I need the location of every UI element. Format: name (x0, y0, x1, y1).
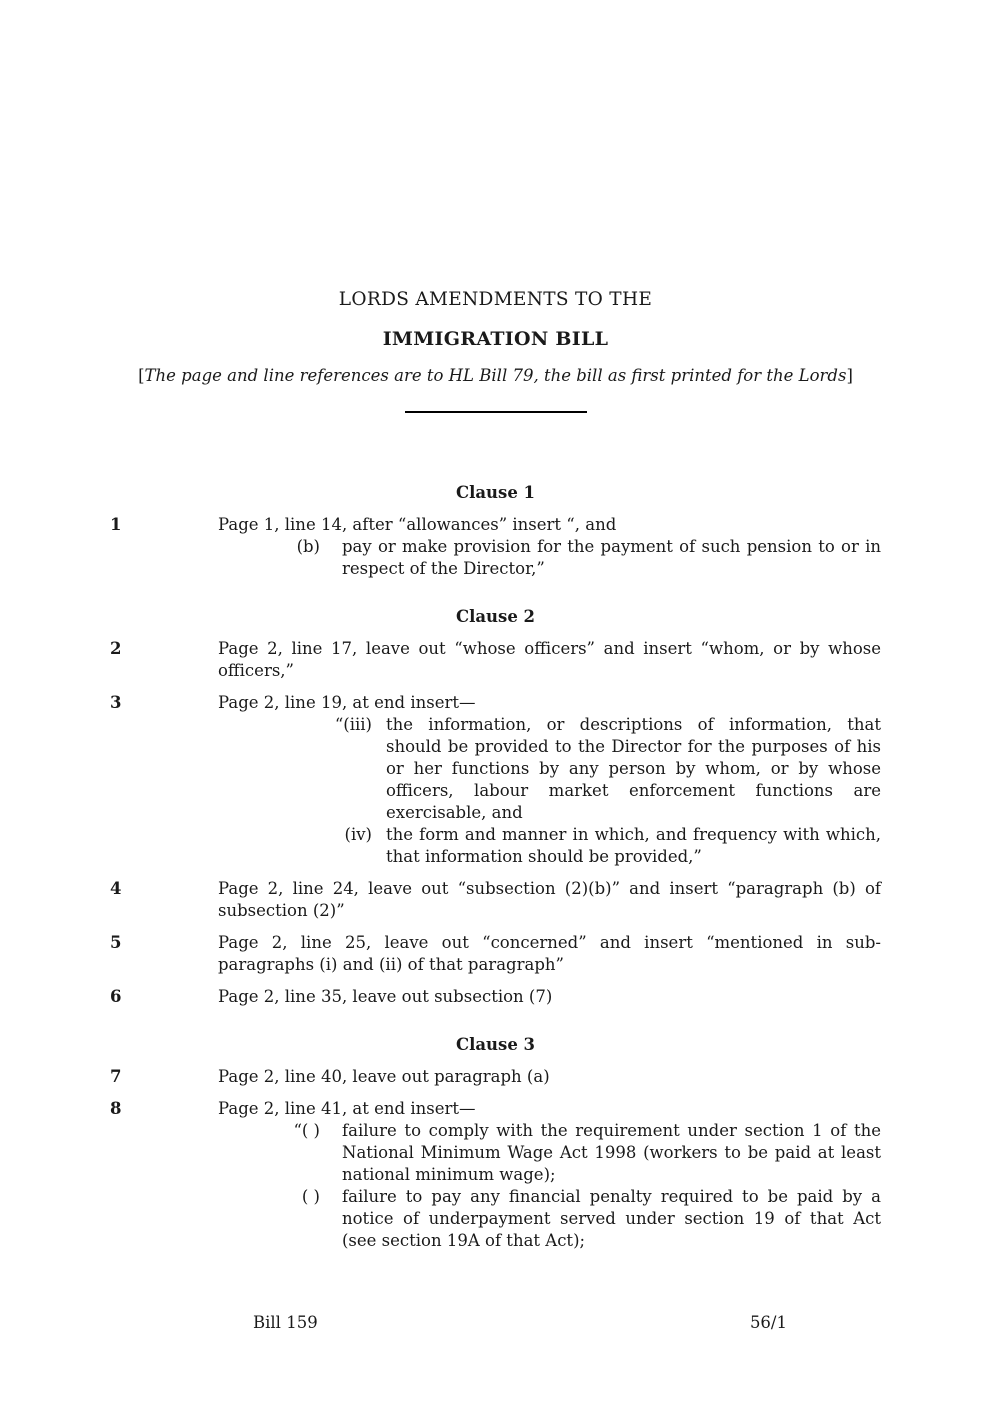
clause-heading: Clause 3 (455, 1035, 536, 1054)
amendment-body (218, 514, 881, 580)
amendment-text: Page 2, line 41, at end insert— (218, 1099, 476, 1118)
amendment-subitem (218, 714, 881, 824)
amendment-body (218, 638, 881, 682)
amendment-subitem (218, 536, 881, 580)
amendment-subitem (218, 824, 881, 868)
amendment-number: 2 (110, 639, 122, 658)
clause-heading: Clause 2 (455, 607, 536, 626)
amendment-number: 7 (110, 1067, 122, 1086)
subitem-label: “(iii) (334, 715, 372, 734)
subitem-label: ( ) (301, 1187, 320, 1206)
subitem-text: the information, or descriptions of information, that should be provided to the Director for the purposes of his or her functions by any person by whom, or by whose officers, labour market enforcement functions are exercisable, and (386, 715, 881, 822)
amendment-text: Page 2, line 24, leave out “subsection (2)(b)” and insert “paragraph (b) of subsection (2)” (218, 879, 881, 920)
amendment-number: 3 (110, 693, 122, 712)
amendment-text: Page 2, line 35, leave out subsection (7) (218, 987, 553, 1006)
amendment-text: Page 2, line 40, leave out paragraph (a) (218, 1067, 550, 1086)
amendment-body (218, 1066, 881, 1088)
amendment-number: 4 (110, 879, 122, 898)
amendment-text: Page 2, line 19, at end insert— (218, 693, 476, 712)
amendment-2 (0, 638, 991, 682)
subitem-text: failure to pay any financial penalty required to be paid by a notice of underpayment served under section 19 of that Act (see section 19A of that Act); (342, 1187, 881, 1250)
subitem-label: (iv) (344, 825, 372, 844)
amendment-body (218, 1098, 881, 1252)
amendment-5 (0, 932, 991, 976)
amendment-body (218, 986, 881, 1008)
reference-note (0, 365, 991, 387)
amendment-text: Page 2, line 17, leave out “whose officers” and insert “whom, or by whose officers,” (218, 639, 881, 680)
subitem-text: the form and manner in which, and frequency with which, that information should be provided,” (386, 825, 881, 866)
clause-heading: Clause 1 (455, 483, 536, 502)
amendment-text: Page 2, line 25, leave out “concerned” and insert “mentioned in sub-paragraphs (i) and (ii) of that paragraph” (218, 933, 881, 974)
amendment-number: 6 (110, 987, 122, 1006)
subitem-text: pay or make provision for the payment of such pension to or in respect of the Director,” (342, 537, 881, 578)
amendment-3 (0, 692, 991, 868)
document-header (0, 289, 991, 413)
amendments-content (0, 470, 991, 1252)
separator-rule (405, 411, 587, 413)
document-footer (0, 1312, 991, 1334)
amendment-number: 1 (110, 515, 122, 534)
amendment-body (218, 932, 881, 976)
amendment-subitem (218, 1186, 881, 1252)
amendment-1 (0, 514, 991, 580)
amendment-body (218, 878, 881, 922)
amendment-body (218, 692, 881, 868)
clause-section-1 (0, 482, 991, 580)
amendment-number: 5 (110, 933, 122, 952)
reference-close-bracket: ] (846, 366, 853, 385)
bill-number: Bill 159 (253, 1313, 318, 1332)
subitem-label: (b) (296, 537, 320, 556)
amendment-8 (0, 1098, 991, 1252)
document-supertitle: LORDS AMENDMENTS TO THE (338, 289, 653, 310)
amendment-text: Page 1, line 14, after “allowances” insert “, and (218, 515, 617, 534)
clause-section-2 (0, 606, 991, 1008)
clause-section-3 (0, 1034, 991, 1252)
amendment-6 (0, 986, 991, 1008)
document-title: IMMIGRATION BILL (382, 328, 609, 350)
subitem-text: failure to comply with the requirement under section 1 of the National Minimum Wage Act 1998 (workers to be paid at least national minimum wage); (342, 1121, 881, 1184)
amendment-number: 8 (110, 1099, 122, 1118)
reference-note-text: The page and line references are to HL Bill 79, the bill as first printed for the Lords (144, 366, 847, 385)
reference-open-bracket: [ (138, 366, 145, 385)
print-code: 56/1 (749, 1313, 787, 1332)
amendment-4 (0, 878, 991, 922)
amendment-subitem (218, 1120, 881, 1186)
amendment-7 (0, 1066, 991, 1088)
subitem-label: “( ) (293, 1121, 320, 1140)
